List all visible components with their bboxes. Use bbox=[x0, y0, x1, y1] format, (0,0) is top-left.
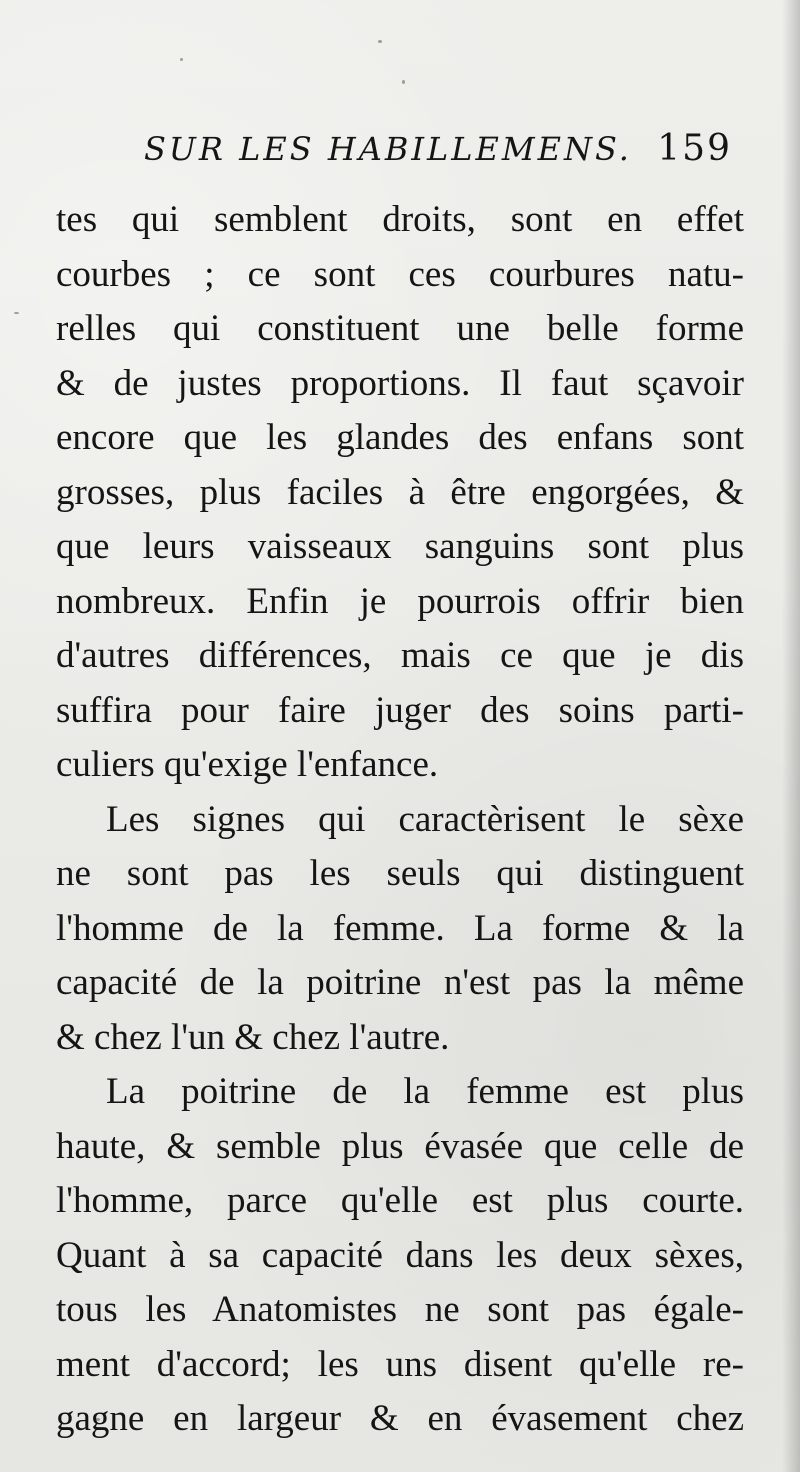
paragraph-start-line: Les signes qui caractèrisent le sèxe bbox=[106, 798, 744, 840]
text-line: suffira pour faire juger des soins parti- bbox=[56, 689, 744, 731]
text-line: que leurs vaisseaux sanguins sont plus bbox=[56, 526, 744, 567]
text-line: capacité de la poitrine n'est pas la même bbox=[56, 962, 744, 1003]
paper-speck bbox=[14, 312, 19, 314]
page-edge-shadow bbox=[782, 0, 800, 1472]
running-head-title: SUR LES HABILLEMENS. bbox=[144, 130, 632, 168]
text-line: tes qui semblent droits, sont en effet bbox=[56, 199, 744, 240]
text-line: relles qui constituent une belle forme bbox=[56, 308, 744, 349]
text-line: ment d'accord; les uns disent qu'elle re- bbox=[56, 1343, 744, 1385]
text-line: encore que les glandes des enfans sont bbox=[56, 417, 744, 458]
text-line: d'autres différences, mais ce que je dis bbox=[56, 635, 744, 676]
text-line: grosses, plus faciles à être engorgées, & bbox=[56, 471, 744, 513]
text-line: & de justes proportions. Il faut sçavoir bbox=[56, 362, 744, 404]
paper-speck bbox=[402, 80, 405, 84]
page-number: 159 bbox=[657, 128, 732, 169]
paper-speck bbox=[180, 58, 183, 61]
text-line: l'homme de la femme. La forme & la bbox=[56, 907, 744, 949]
text-line: ne sont pas les seuls qui distinguent bbox=[56, 853, 744, 894]
paragraph-start-line: La poitrine de la femme est plus bbox=[106, 1071, 744, 1112]
paper-speck bbox=[378, 40, 382, 43]
text-line: haute, & semble plus évasée que celle de bbox=[56, 1125, 744, 1167]
running-header bbox=[144, 128, 744, 178]
text-line: l'homme, parce qu'elle est plus courte. bbox=[56, 1180, 744, 1221]
text-line: nombreux. Enfin je pourrois offrir bien bbox=[56, 580, 744, 622]
text-line: courbes ; ce sont ces courbures natu- bbox=[56, 253, 744, 295]
text-line: tous les Anatomistes ne sont pas égale- bbox=[56, 1289, 744, 1330]
body-text bbox=[56, 193, 744, 1447]
text-line: & chez l'un & chez l'autre. bbox=[56, 1016, 450, 1058]
text-line: gagne en largeur & en évasement chez bbox=[56, 1398, 744, 1439]
text-line: culiers qu'exige l'enfance. bbox=[56, 744, 439, 785]
text-line: Quant à sa capacité dans les deux sèxes, bbox=[56, 1234, 744, 1276]
